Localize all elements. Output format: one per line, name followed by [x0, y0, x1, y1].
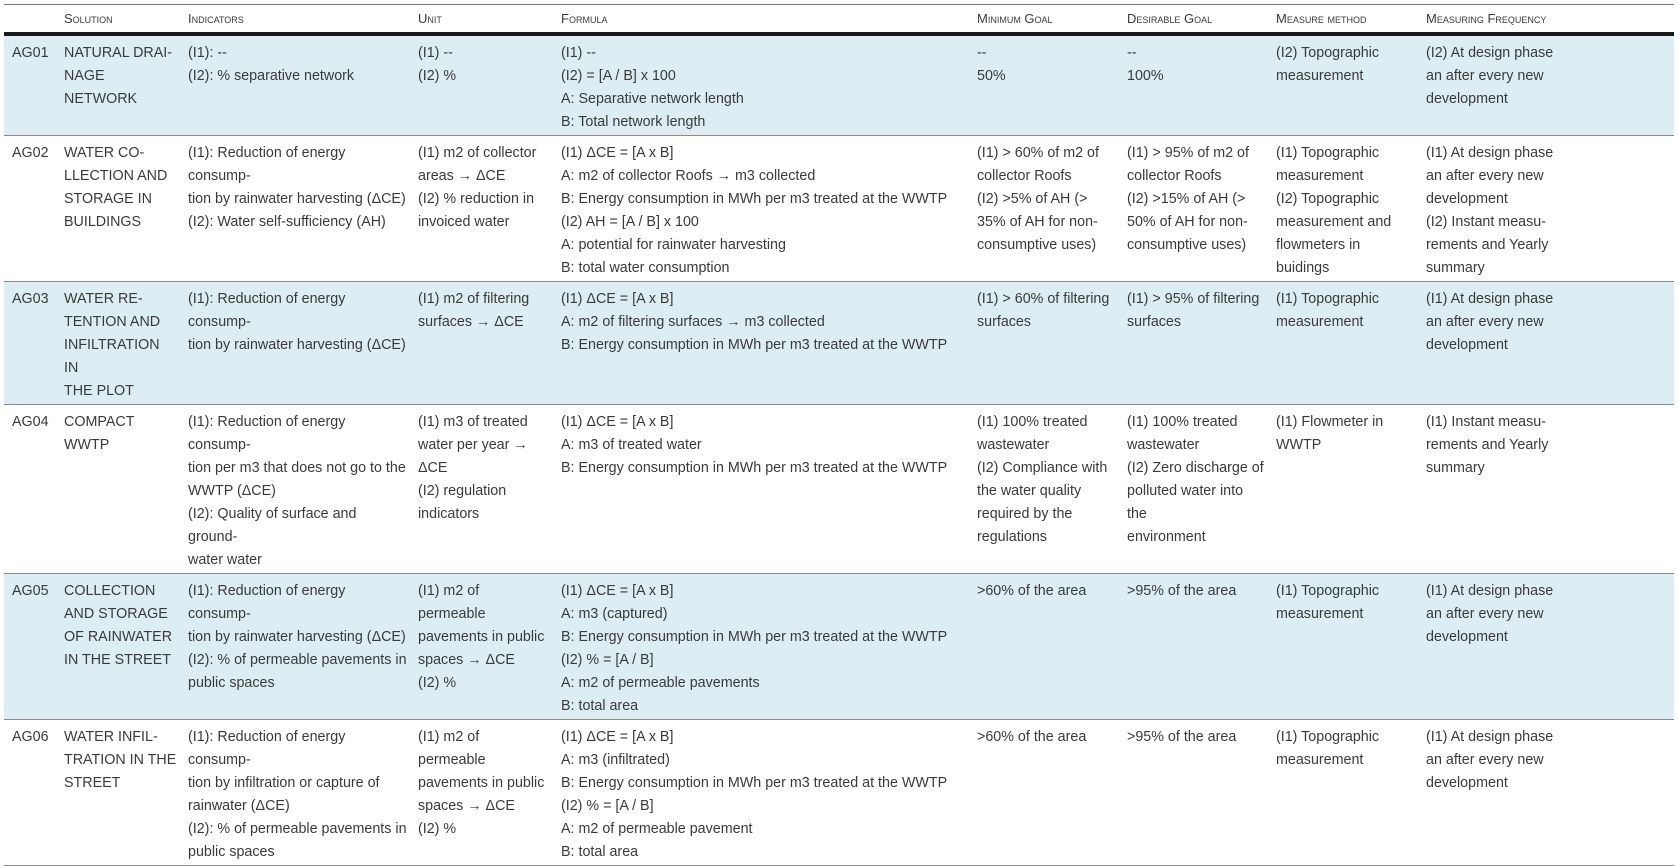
- row-measure-method: (I2) Topographic measurement: [1269, 34, 1419, 136]
- table-row: [4, 720, 1674, 866]
- table-row: [4, 282, 1674, 405]
- row-measuring-frequency: (I1) At design phase an after every new development: [1419, 720, 1674, 866]
- row-desirable-goal: (I1) 100% treated wastewater (I2) Zero discharge of polluted water into the environment: [1120, 405, 1269, 574]
- row-solution: COLLECTION AND STORAGE OF RAINWATER IN THE STREET: [57, 574, 181, 720]
- row-measuring-frequency: (I1) At design phase an after every new development: [1419, 574, 1674, 720]
- row-desirable-goal: >95% of the area: [1120, 720, 1269, 866]
- table-row: [4, 136, 1674, 282]
- row-formula: (I1) -- (I2) = [A / B] x 100 A: Separative network length B: Total network length: [554, 34, 970, 136]
- row-indicators: (I1): Reduction of energy consump- tion by infiltration or capture of rainwater (ΔCE) (I2): % of permeable pavements in public spaces: [181, 720, 411, 866]
- header-id: [4, 5, 57, 35]
- row-desirable-goal: (I1) > 95% of m2 of collector Roofs (I2) >15% of AH (> 50% of AH for non- consumptive uses): [1120, 136, 1269, 282]
- table-row: [4, 34, 1674, 136]
- row-measuring-frequency: (I1) Instant measu- rements and Yearly summary: [1419, 405, 1674, 574]
- row-solution: WATER RE- TENTION AND INFILTRATION IN THE PLOT: [57, 282, 181, 405]
- row-unit: (I1) m2 of collector areas → ΔCE (I2) % reduction in invoiced water: [411, 136, 554, 282]
- row-solution: WATER INFIL- TRATION IN THE STREET: [57, 720, 181, 866]
- row-unit: (I1) m3 of treated water per year → ΔCE (I2) regulation indicators: [411, 405, 554, 574]
- row-indicators: (I1): -- (I2): % separative network: [181, 34, 411, 136]
- row-minimum-goal: >60% of the area: [970, 720, 1120, 866]
- row-formula: (I1) ΔCE = [A x B] A: m3 of treated water B: Energy consumption in MWh per m3 treated at the WWTP: [554, 405, 970, 574]
- row-id: AG02: [4, 136, 57, 282]
- header-formula: Formula: [554, 5, 970, 35]
- indicators-table: [4, 4, 1674, 866]
- row-id: AG01: [4, 34, 57, 136]
- header-row: [4, 5, 1674, 35]
- header-desirable-goal: Desirable Goal: [1120, 5, 1269, 35]
- row-minimum-goal: (I1) 100% treated wastewater (I2) Compliance with the water quality required by the regulations: [970, 405, 1120, 574]
- row-id: AG03: [4, 282, 57, 405]
- row-solution: NATURAL DRAI- NAGE NETWORK: [57, 34, 181, 136]
- row-measuring-frequency: (I1) At design phase an after every new development: [1419, 282, 1674, 405]
- table-body: [4, 34, 1674, 866]
- row-unit: (I1) m2 of permeable pavements in public spaces → ΔCE (I2) %: [411, 720, 554, 866]
- row-formula: (I1) ΔCE = [A x B] A: m2 of filtering surfaces → m3 collected B: Energy consumption in MWh per m3 treated at the WWTP: [554, 282, 970, 405]
- row-indicators: (I1): Reduction of energy consump- tion by rainwater harvesting (ΔCE) (I2): % of permeable pavements in public spaces: [181, 574, 411, 720]
- header-measure-method: Measure method: [1269, 5, 1419, 35]
- header-indicators: Indicators: [181, 5, 411, 35]
- row-solution: COMPACT WWTP: [57, 405, 181, 574]
- row-measure-method: (I1) Topographic measurement: [1269, 574, 1419, 720]
- row-desirable-goal: (I1) > 95% of filtering surfaces: [1120, 282, 1269, 405]
- table-row: [4, 574, 1674, 720]
- row-formula: (I1) ΔCE = [A x B] A: m2 of collector Roofs → m3 collected B: Energy consumption in MWh per m3 treated at the WWTP (I2) AH = [A / B] x 100 A: potential for rainwater harvesting B: total water consumption: [554, 136, 970, 282]
- row-measuring-frequency: (I2) At design phase an after every new development: [1419, 34, 1674, 136]
- row-measure-method: (I1) Topographic measurement (I2) Topographic measurement and flowmeters in buidings: [1269, 136, 1419, 282]
- row-desirable-goal: -- 100%: [1120, 34, 1269, 136]
- header-minimum-goal: Minimum Goal: [970, 5, 1120, 35]
- header-unit: Unit: [411, 5, 554, 35]
- row-minimum-goal: -- 50%: [970, 34, 1120, 136]
- row-indicators: (I1): Reduction of energy consump- tion by rainwater harvesting (ΔCE) (I2): Water self-sufficiency (AH): [181, 136, 411, 282]
- row-measure-method: (I1) Topographic measurement: [1269, 282, 1419, 405]
- row-unit: (I1) m2 of filtering surfaces → ΔCE: [411, 282, 554, 405]
- row-unit: (I1) m2 of permeable pavements in public spaces → ΔCE (I2) %: [411, 574, 554, 720]
- row-measure-method: (I1) Flowmeter in WWTP: [1269, 405, 1419, 574]
- row-desirable-goal: >95% of the area: [1120, 574, 1269, 720]
- row-solution: WATER CO- LLECTION AND STORAGE IN BUILDINGS: [57, 136, 181, 282]
- row-id: AG04: [4, 405, 57, 574]
- row-formula: (I1) ΔCE = [A x B] A: m3 (infiltrated) B: Energy consumption in MWh per m3 treated at the WWTP (I2) % = [A / B] A: m2 of permeable pavement B: total area: [554, 720, 970, 866]
- row-minimum-goal: (I1) > 60% of filtering surfaces: [970, 282, 1120, 405]
- header-measuring-frequency: Measuring Frequency: [1419, 5, 1674, 35]
- row-unit: (I1) -- (I2) %: [411, 34, 554, 136]
- row-formula: (I1) ΔCE = [A x B] A: m3 (captured) B: Energy consumption in MWh per m3 treated at the WWTP (I2) % = [A / B] A: m2 of permeable pavements B: total area: [554, 574, 970, 720]
- row-minimum-goal: >60% of the area: [970, 574, 1120, 720]
- row-indicators: (I1): Reduction of energy consump- tion per m3 that does not go to the WWTP (ΔCE) (I2): Quality of surface and ground- water water: [181, 405, 411, 574]
- row-id: AG05: [4, 574, 57, 720]
- table-row: [4, 405, 1674, 574]
- row-minimum-goal: (I1) > 60% of m2 of collector Roofs (I2) >5% of AH (> 35% of AH for non- consumptive uses): [970, 136, 1120, 282]
- header-solution: Solution: [57, 5, 181, 35]
- table-header: [4, 5, 1674, 35]
- row-indicators: (I1): Reduction of energy consump- tion by rainwater harvesting (ΔCE): [181, 282, 411, 405]
- row-id: AG06: [4, 720, 57, 866]
- row-measuring-frequency: (I1) At design phase an after every new development (I2) Instant measu- rements and Yearly summary: [1419, 136, 1674, 282]
- row-measure-method: (I1) Topographic measurement: [1269, 720, 1419, 866]
